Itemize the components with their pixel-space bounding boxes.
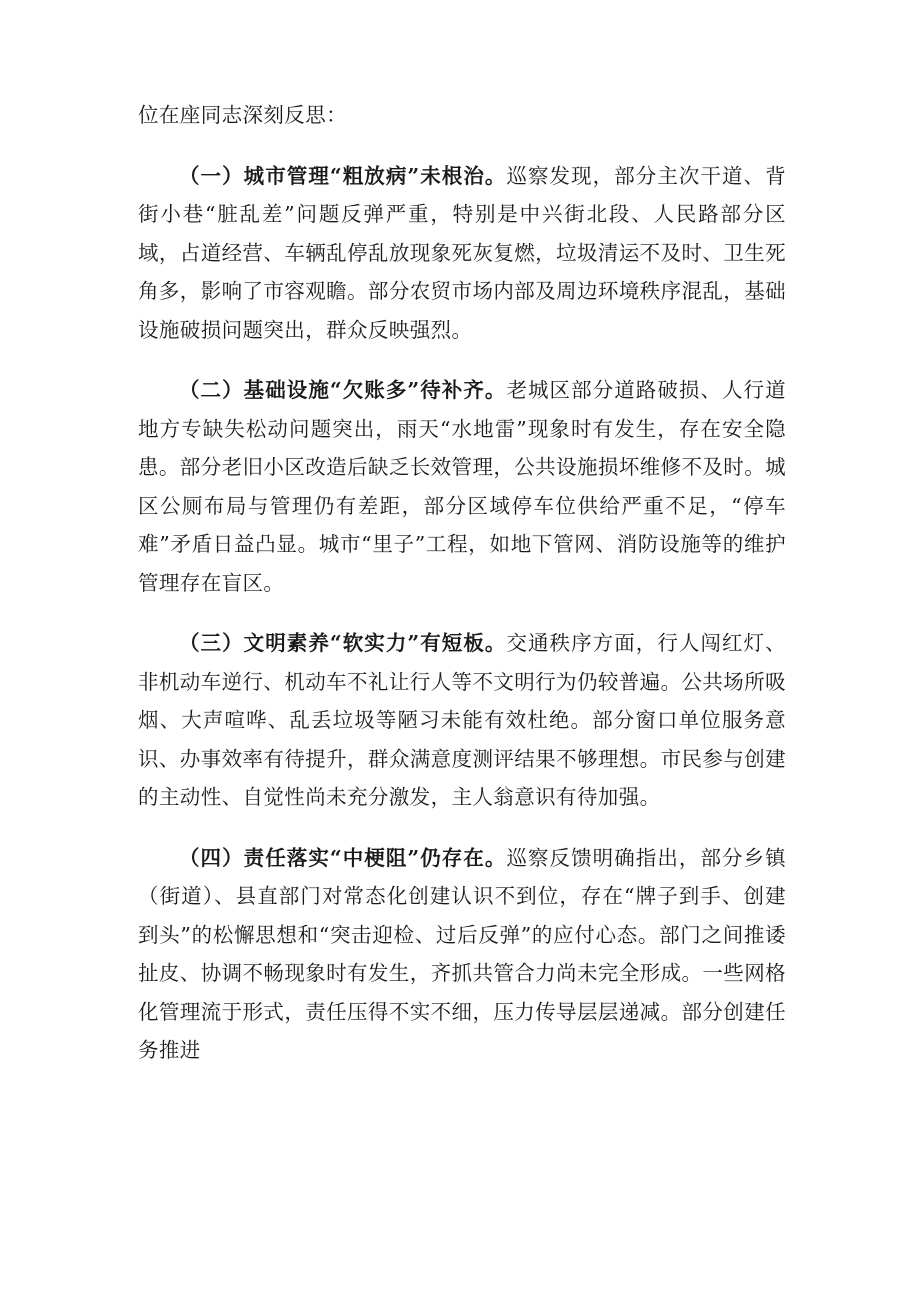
paragraph-body: 老城区部分道路破损、人行道地方专缺失松动问题突出，雨天“水地雷”现象时有发生，存在安全隐患。部分老旧小区改造后缺乏长效管理，公共设施损坏维修不及时。城区公厕布局与管理仍有差距，部分区域停车位供给严重不足，“停车难”矛盾日益凸显。城市“里子”工程，如地下管网、消防设施等的维护管理存在盲区。 [138,378,787,595]
section-heading-3: （三）文明素养“软实力”有短板。 [179,631,507,655]
paragraph-responsibility [138,839,786,1070]
paragraph-body: 巡察发现，部分主次干道、背街小巷“脏乱差”问题反弹严重，特别是中兴街北段、人民路部分区域，占道经营、车辆乱停乱放现象死灰复燃，垃圾清运不及时、卫生死角多，影响了市容观瞻。部分农贸市场内部及周边环境秩序混乱，基础设施破损问题突出，群众反映强烈。 [138,163,787,342]
paragraph-city-management [138,157,786,350]
paragraph-body: 位在座同志深刻反思： [138,103,347,127]
document-page [138,96,786,1070]
section-heading-4: （四）责任落实“中梗阻”仍存在。 [179,845,507,870]
paragraph-infrastructure [138,371,786,602]
paragraph-continuation [138,96,786,135]
section-heading-1: （一）城市管理“粗放病”未根治。 [179,163,507,188]
paragraph-body: 巡察反馈明确指出，部分乡镇（街道）、县直部门对常态化创建认识不到位，存在“牌子到手、创建到头”的松懈思想和“突击迎检、过后反弹”的应付心态。部门之间推诿扯皮、协调不畅现象时有发生，齐抓共管合力尚未完全形成。一些网格化管理流于形式，责任压得不实不细，压力传导层层递减。部分创建任务推进 [138,845,787,1062]
section-heading-2: （二）基础设施“欠账多”待补齐。 [179,378,507,402]
paragraph-body: 交通秩序方面，行人闯红灯、非机动车逆行、机动车不礼让行人等不文明行为仍较普遍。公共场所吸烟、大声喧哗、乱丢垃圾等陋习未能有效杜绝。部分窗口单位服务意识、办事效率有待提升，群众满意度测评结果不够理想。市民参与创建的主动性、自觉性尚未充分激发，主人翁意识有待加强。 [138,631,787,809]
paragraph-civility [138,624,786,817]
